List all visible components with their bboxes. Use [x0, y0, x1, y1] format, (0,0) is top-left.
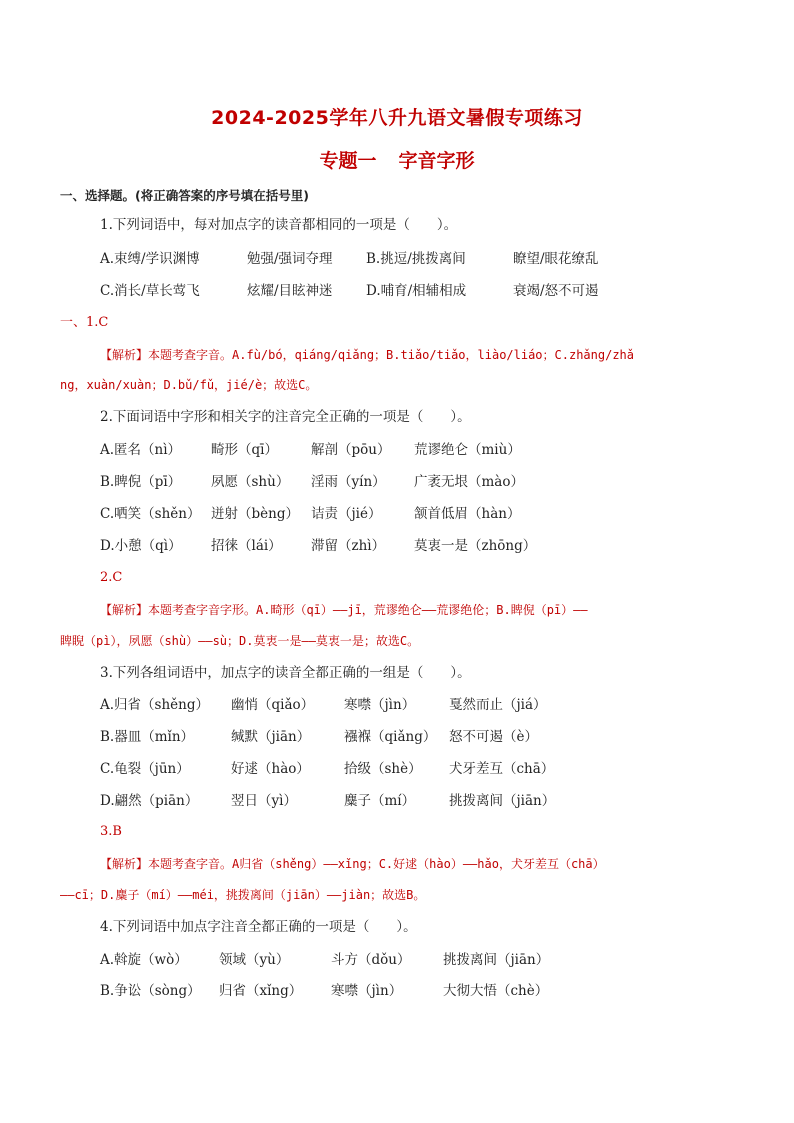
q2-b-2: 夙愿（shù） [211, 474, 290, 490]
q3-b-2: 缄默（jiān） [231, 729, 311, 745]
q2-analysis-line2: 睥睨（pì），夙愿（shù）——sù；D.莫衷一是——莫衷一是；故选C。 [60, 634, 420, 648]
document-subtitle [0, 146, 794, 173]
q4-a-4: 挑拨离间（jiān） [443, 952, 550, 968]
q4-b-1: B.争讼（sòng） [100, 983, 201, 999]
q2-c-2: 迸射（bèng） [211, 506, 299, 522]
q2-answer: 2.C [100, 570, 123, 585]
q4-a-2: 领域（yù） [219, 952, 290, 968]
q1-option-c1: C.消长/草长莺飞 [100, 283, 200, 299]
q2-d-3: 滞留（zhì） [311, 538, 386, 554]
q1-option-d2: 衰竭/怒不可遏 [513, 283, 599, 299]
q1-option-d1: D.哺育/相辅相成 [366, 283, 467, 299]
q4-a-3: 斗方（dǒu） [331, 952, 411, 968]
q3-c-1: C.龟裂（jūn） [100, 761, 190, 777]
section-heading: 一、选择题。(将正确答案的序号填在括号里) [60, 188, 309, 203]
q2-a-1: A.匿名（nì） [100, 442, 182, 458]
q1-analysis-line2: ng，xuàn/xuàn；D.bǔ/fǔ，jié/è；故选C。 [60, 378, 318, 392]
q4-b-3: 寒噤（jìn） [331, 983, 403, 999]
question-2-stem: 2.下面词语中字形和相关字的注音完全正确的一项是（ ）。 [100, 409, 471, 425]
q1-analysis-line1: 【解析】本题考查字音。A.fù/bó，qiáng/qiǎng；B.tiǎo/tiǎo，liào/liáo；C.zhǎng/zhǎ [100, 348, 635, 362]
q2-b-1: B.睥倪（pī） [100, 474, 182, 490]
q3-d-3: 麋子（mí） [344, 793, 416, 809]
q3-c-3: 拾级（shè） [344, 761, 422, 777]
subtitle-topic-number: 专题一 [319, 150, 377, 172]
q1-option-a1: A.束缚/学识渊博 [100, 251, 200, 267]
question-3-stem: 3.下列各组词语中，加点字的读音全都正确的一组是（ ）。 [100, 665, 471, 681]
q4-b-4: 大彻大悟（chè） [443, 983, 549, 999]
q2-a-2: 畸形（qī） [211, 442, 278, 458]
q3-c-4: 犬牙差互（chā） [449, 761, 555, 777]
q3-a-1: A.归省（shěng） [100, 697, 209, 713]
q3-c-2: 好逑（hào） [231, 761, 310, 777]
q3-d-1: D.翩然（piān） [100, 793, 199, 809]
q2-d-4: 莫衷一是（zhōng） [414, 538, 537, 554]
q4-a-1: A.斡旋（wò） [100, 952, 188, 968]
q3-answer: 3.B [100, 824, 122, 839]
q2-analysis-line1: 【解析】本题考查字音字形。A.畸形（qī）——jī，荒谬绝仑——荒谬绝伦；B.睥倪（pī）—— [100, 603, 588, 617]
q3-a-2: 幽悄（qiǎo） [231, 697, 315, 713]
q1-option-b1: B.挑逗/挑拨离间 [366, 251, 466, 267]
q2-b-3: 淫雨（yín） [311, 474, 386, 490]
q2-c-1: C.哂笑（shěn） [100, 506, 201, 522]
question-1-stem: 1.下列词语中，每对加点字的读音都相同的一项是（ ）。 [100, 217, 458, 233]
q1-answer: 一、1.C [60, 315, 109, 330]
q4-b-2: 归省（xǐng） [219, 983, 303, 999]
q3-d-4: 挑拨离间（jiān） [449, 793, 556, 809]
q3-b-1: B.器皿（mǐn） [100, 729, 195, 745]
q3-a-3: 寒噤（jìn） [344, 697, 416, 713]
q1-option-b2: 瞭望/眼花缭乱 [513, 251, 599, 267]
q3-analysis-line2: ——cī；D.麋子（mí）——méi，挑拨离间（jiān）——jiàn；故选B。 [60, 888, 426, 902]
q2-b-4: 广袤无垠（mào） [414, 474, 524, 490]
document-title: 2024-2025学年八升九语文暑假专项练习 [211, 107, 583, 129]
q3-analysis-line1: 【解析】本题考查字音。A归省（shěng）——xǐng；C.好逑（hào）——hǎo，犬牙差互（chā） [100, 857, 605, 871]
q2-c-3: 诘责（jié） [311, 506, 382, 522]
q3-d-2: 翌日（yì） [231, 793, 297, 809]
subtitle-topic-name: 字音字形 [398, 150, 475, 172]
question-4-stem: 4.下列词语中加点字注音全都正确的一项是（ ）。 [100, 919, 417, 935]
q2-c-4: 颔首低眉（hàn） [414, 506, 521, 522]
q3-b-4: 怒不可遏（è） [449, 729, 538, 745]
q1-option-c2: 炫耀/目眩神迷 [247, 283, 333, 299]
q3-b-3: 襁褓（qiǎng） [344, 729, 437, 745]
q3-a-4: 戛然而止（jiá） [449, 697, 547, 713]
q2-a-4: 荒谬绝仑（miù） [414, 442, 521, 458]
q2-d-2: 招徕（lái） [211, 538, 282, 554]
q2-d-1: D.小憩（qì） [100, 538, 182, 554]
q2-a-3: 解剖（pōu） [311, 442, 391, 458]
q1-option-a2: 勉强/强词夺理 [247, 251, 333, 267]
